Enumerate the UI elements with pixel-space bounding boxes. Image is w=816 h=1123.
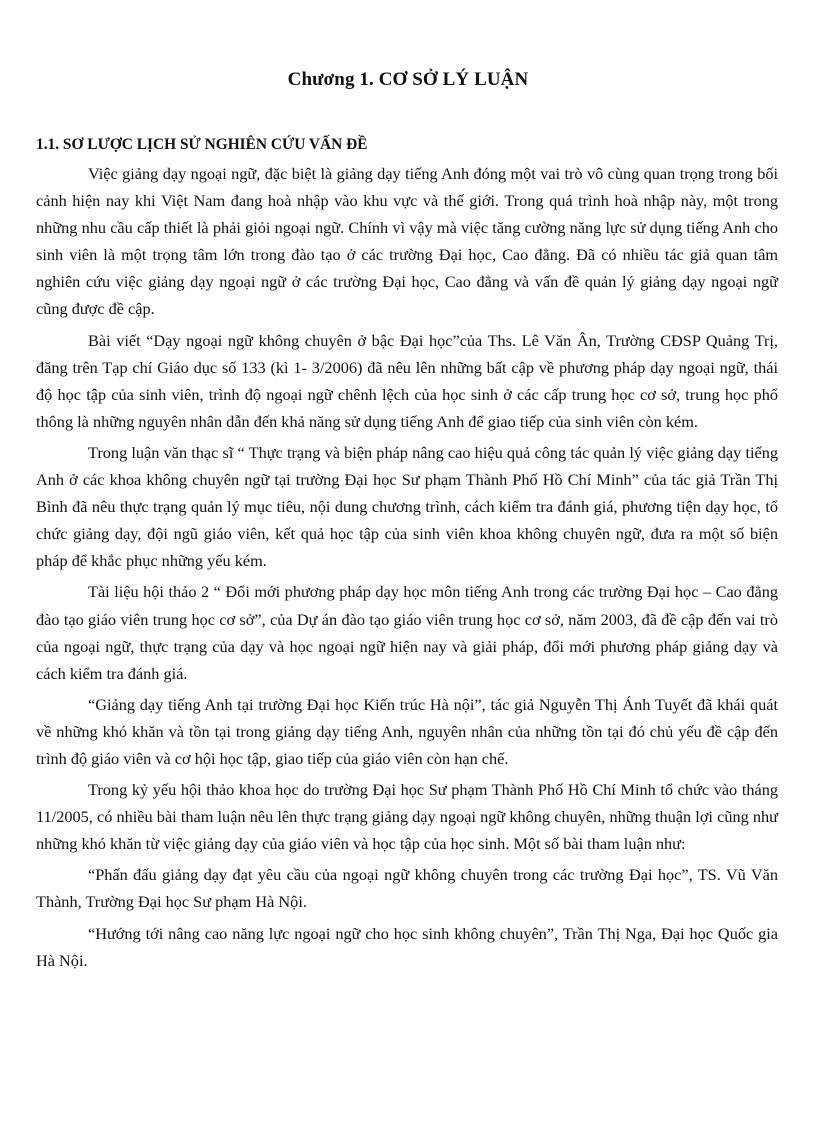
paragraph: “Hướng tới nâng cao năng lực ngoại ngữ cho học sinh không chuyên”, Trần Thị Nga, Đại học Quốc gia Hà Nội. — [36, 923, 778, 970]
paragraph: Trong luận văn thạc sĩ “ Thực trạng và biện pháp nâng cao hiệu quả công tác quản lý việc giảng dạy tiếng Anh ở các khoa không chuyên ngữ tại trường Đại học Sư phạm Thành Phố Hồ Chí Minh” của tác giả Trần Thị Bình đã nêu thực trạng quản lý mục tiêu, nội dung chương trình, cách kiểm tra đánh giá, phương tiện dạy học, tổ chức giảng dạy, đội ngũ giáo viên, kết quả học tập của sinh viên khoa không chuyên ngữ, đưa ra một số biện pháp để khắc phục những yếu kém. — [36, 442, 778, 571]
body-text — [36, 160, 778, 978]
paragraph: Tài liệu hội thảo 2 “ Đổi mới phương pháp dạy học môn tiếng Anh trong các trường Đại học – Cao đẳng đào tạo giáo viên trung học cơ sở”, của Dự án đào tạo giáo viên trung học cơ sở, năm 2003, đã đề cập đến vai trò của ngoại ngữ, thực trạng của dạy và học ngoại ngữ hiện nay và giải pháp, đổi mới phương pháp giảng dạy và cách kiểm tra đánh giá. — [36, 582, 778, 683]
paragraph: “Giảng dạy tiếng Anh tại trường Đại học Kiến trúc Hà nội”, tác giả Nguyễn Thị Ánh Tuyết đã khái quát về những khó khăn và tồn tại trong giảng dạy tiếng Anh, nguyên nhân của những tồn tại đó chủ yếu đề cập đến trình độ giáo viên và cơ hội học tập, giao tiếp của giáo viên còn hạn chế. — [36, 694, 778, 768]
paragraph: Trong kỷ yếu hội thảo khoa học do trường Đại học Sư phạm Thành Phố Hồ Chí Minh tổ chức vào tháng 11/2005, có nhiều bài tham luận nêu lên thực trạng giảng dạy ngoại ngữ không chuyên, những thuận lợi cũng như những khó khăn từ việc giảng dạy của giáo viên và học tập của học sinh. Một số bài tham luận như: — [36, 780, 778, 854]
chapter-title: Chương 1. CƠ SỞ LÝ LUẬN — [287, 69, 529, 90]
paragraph: Việc giảng dạy ngoại ngữ, đặc biệt là giảng dạy tiếng Anh đóng một vai trò vô cùng quan trọng trong bối cảnh hiện nay khi Việt Nam đang hoà nhập vào khu vực và thế giới. Trong quá trình hoà nhập này, một trong những nhu cầu cấp thiết là phải giỏi ngoại ngữ. Chính vì vậy mà việc tăng cường năng lực sử dụng tiếng Anh cho sinh viên là một trọng tâm lớn trong đào tạo ở các trường Đại học, Cao đẳng. Đã có nhiều tác giả quan tâm nghiên cứu việc giảng dạy ngoại ngữ ở các trường Đại học, Cao đẳng và vấn đề quản lý giảng dạy ngoại ngữ cũng được đề cập. — [36, 164, 778, 319]
paragraph: Bài viết “Dạy ngoại ngữ không chuyên ở bậc Đại học”của Ths. Lê Văn Ân, Trường CĐSP Quảng Trị, đăng trên Tạp chí Giáo dục số 133 (kì 1- 3/2006) đã nêu lên những bất cập về phương pháp dạy ngoại ngữ, thái độ học tập của sinh viên, trình độ ngoại ngữ chênh lệch của học sinh ở các cấp trung học cơ sở, trung học phổ thông là những nguyên nhân dẫn đến khả năng sử dụng tiếng Anh để giao tiếp của sinh viên còn kém. — [36, 330, 778, 431]
section-heading: 1.1. SƠ LƯỢC LỊCH SỬ NGHIÊN CỨU VẤN ĐỀ — [36, 136, 368, 153]
paragraph: “Phấn đấu giảng dạy đạt yêu cầu của ngoại ngữ không chuyên trong các trường Đại học”, TS. Vũ Văn Thành, Trường Đại học Sư phạm Hà Nội. — [36, 865, 778, 912]
